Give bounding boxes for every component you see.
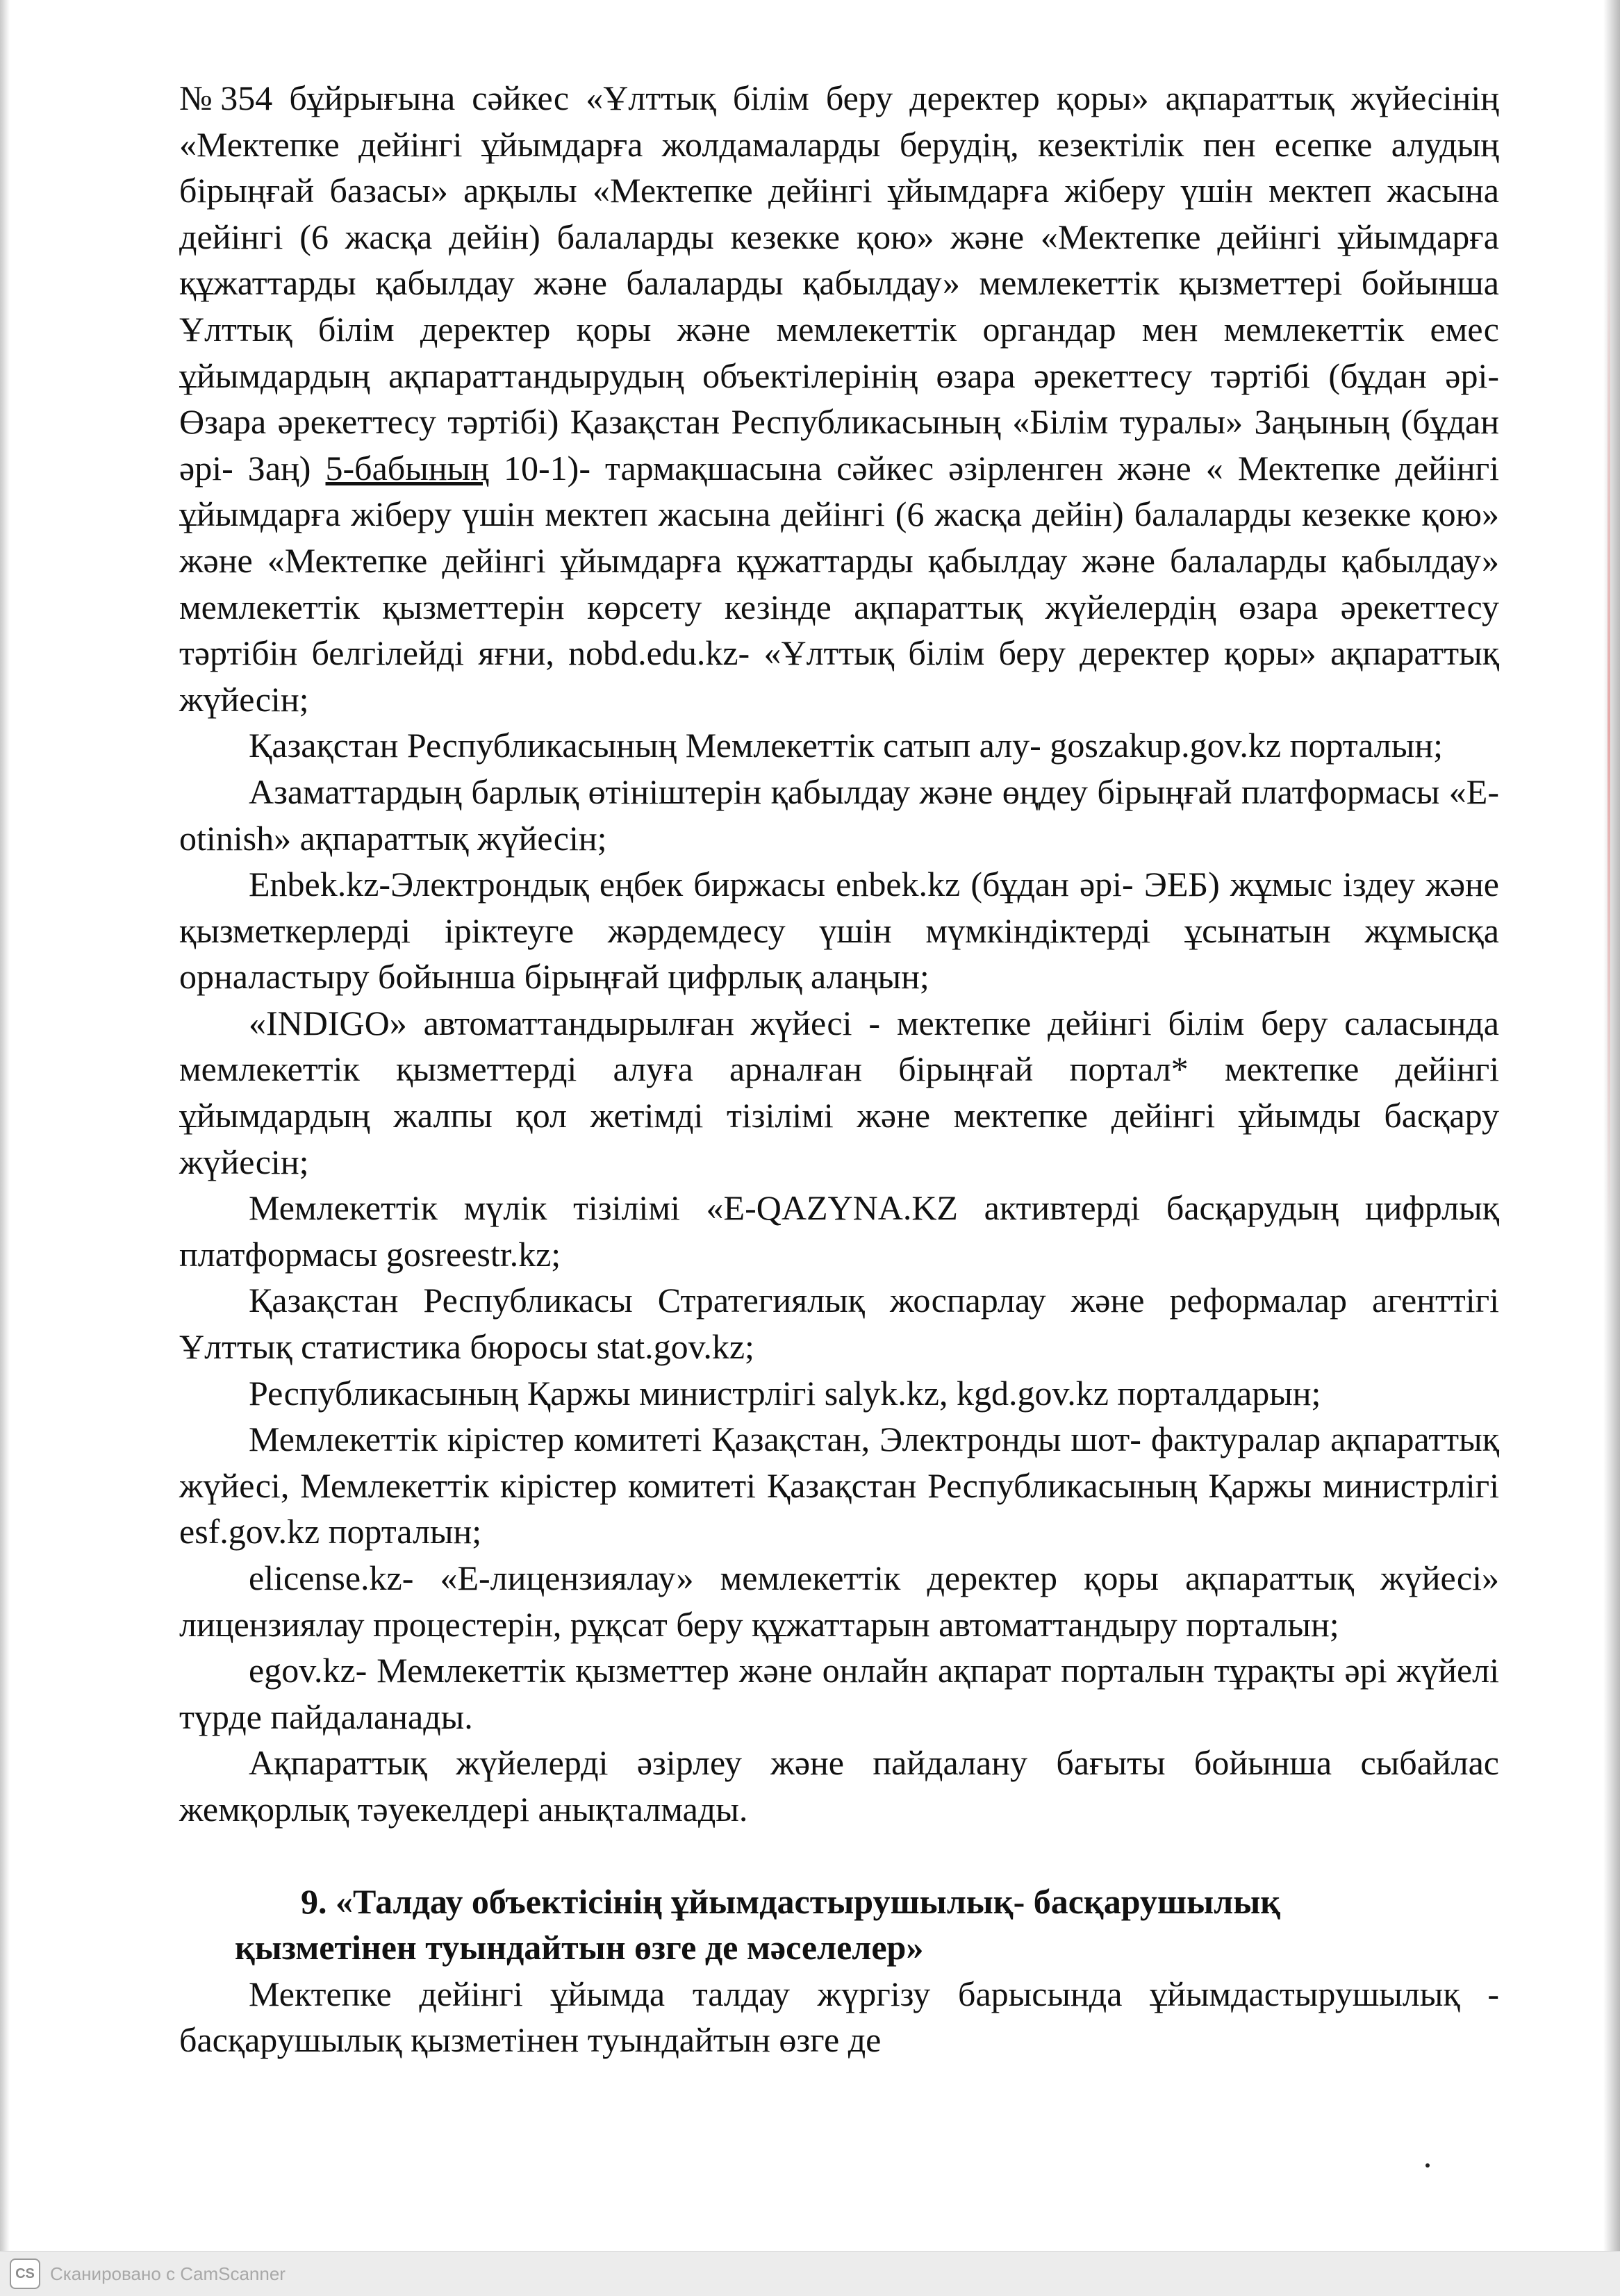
section-heading-line1: 9. «Талдау объектісінің ұйымдастырушылық- басқарушылық (301, 1881, 1281, 1921)
section-spacer (179, 1833, 1499, 1879)
list-item: Мемлекеттік мүлік тізілімі «E-QAZYNA.KZ активтерді басқарудың цифрлық платформасы gosreestr.kz; (179, 1188, 1499, 1274)
list-item: Азаматтардың барлық өтініштерін қабылдау және өңдеу бірыңғай платформасы «E-otinish» ақпараттық жүйесін; (179, 772, 1499, 858)
closing-paragraph: Мектепке дейінгі ұйымда талдау жүргізу барысында ұйымдастырушылық - басқарушылық қызметінен туындайтын өзге де (179, 1974, 1499, 2060)
list-item: Ақпараттық жүйелерді әзірлеу және пайдалану бағыты бойынша сыбайлас жемқорлық тәуекелдері анықталмады. (179, 1743, 1499, 1829)
section-heading-line2: қызметінен туындайтын өзге де мәселелер» (235, 1928, 924, 1968)
list-item: egov.kz- Мемлекеттік қызметтер және онлайн ақпарат порталын тұрақты әрі жүйелі түрде пайдаланады. (179, 1651, 1499, 1736)
scanner-footer (0, 2251, 1620, 2296)
list-item: «INDIGO» автоматтандырылған жүйесі - мектепке дейінгі білім беру саласында мемлекеттік қызметтерді алуға арналған бірыңғай портал* мектепке дейінгі ұйымдардың жалпы қол жетімді тізілімі және мектепке дейінгі ұйымды басқару жүйесін; (179, 1003, 1499, 1181)
list-item: elicense.kz- «Е-лицензиялау» мемлекеттік деректер қоры ақпараттық жүйесі» лицензиялау процестерін, рұқсат беру құжаттарын автоматтандыру порталын; (179, 1558, 1499, 1644)
law-article-link: 5-бабының (325, 448, 489, 488)
intro-paragraph (179, 75, 1499, 722)
page-dot-mark (1425, 2163, 1430, 2168)
document-page (179, 75, 1499, 2063)
list-item: Республикасының Қаржы министрлігі salyk.kz, kgd.gov.kz порталдарын; (249, 1373, 1321, 1413)
scanner-watermark-text: Сканировано с CamScanner (50, 2263, 286, 2284)
list-item: Қазақстан Республикасы Стратегиялық жоспарлау және реформалар агенттігі Ұлттық статистика бюросы stat.gov.kz; (179, 1281, 1499, 1367)
list-item: Enbek.kz-Электрондық еңбек биржасы enbek.kz (бұдан әрі- ЭЕБ) жұмыс іздеу және қызметкерлерді іріктеуге жәрдемдесу үшін мүмкіндіктерді ұсынатын жұмысқа орналастыру бойынша бірыңғай цифрлық алаңын; (179, 865, 1499, 997)
list-item: Мемлекеттік кірістер комитеті Қазақстан, Электронды шот- фактуралар ақпараттық жүйесі, Мемлекеттік кірістер комитеті Қазақстан Республикасының Қаржы министрлігі esf.gov.kz порталын; (179, 1420, 1499, 1552)
list-item: Қазақстан Республикасының Мемлекеттік сатып алу- goszakup.gov.kz порталын; (249, 726, 1443, 765)
scan-edge-left (0, 0, 10, 2296)
intro-text-part2: 10-1)- тармақшасына сәйкес әзірленген және « Мектепке дейінгі ұйымдарға жіберу үшін мектеп жасына дейінгі (6 жасқа дейін) балаларды кезекке қою» және «Мектепке дейінгі ұйымдарға құжаттарды қабылдау және балаларды қабылдау» мемлекеттік қызметтерін көрсету кезінде ақпараттық жүйелердің өзара әрекеттесу тәртібін белгілейді яғни, nobd.edu.kz- «Ұлттық білім беру деректер қоры» ақпараттық жүйесін; (179, 448, 1499, 719)
scan-edge-right (1603, 0, 1620, 2296)
camscanner-logo-icon: CS (10, 2258, 40, 2289)
intro-text-part1: №354 бұйрығына сәйкес «Ұлттық білім беру деректер қоры» ақпараттық жүйесінің «Мектепке дейінгі ұйымдарға жолдамаларды берудің, кезектілік пен есепке алудың бірыңғай базасы» арқылы «Мектепке дейінгі ұйымдарға жіберу үшін мектеп жасына дейінгі (6 жасқа дейін) балаларды кезекке қою» және «Мектепке дейінгі ұйымдарға құжаттарды қабылдау және балаларды қабылдау» мемлекеттік қызметтері бойынша Ұлттық білім деректер қоры және мемлекеттік органдар мен мемлекеттік емес ұйымдардың ақпараттандырудың объектілерінің өзара әрекеттесу тәртібі (бұдан әрі- Өзара әрекеттесу тәртібі) Қазақстан Республикасының «Білім туралы» Заңының (бұдан әрі- Заң) (179, 78, 1499, 488)
